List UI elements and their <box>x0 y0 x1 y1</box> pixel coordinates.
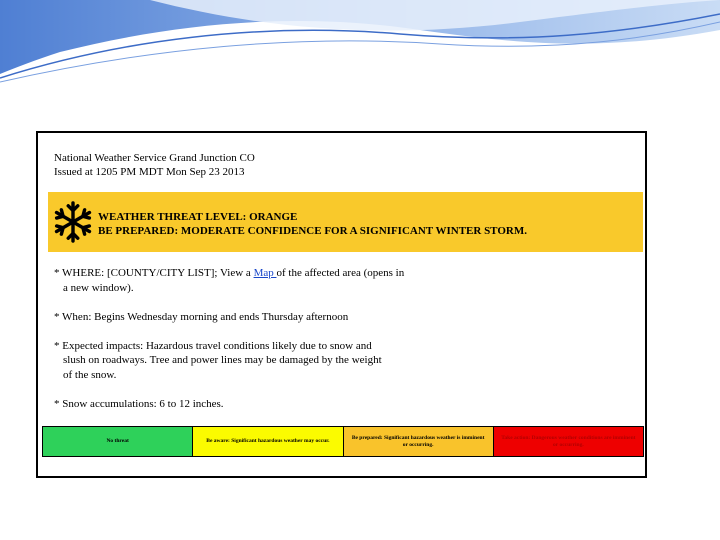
impacts-line-2: slush on roadways. Tree and power lines may be damaged by the weight <box>63 354 382 366</box>
threat-level-legend <box>42 426 644 457</box>
where-text: * WHERE: [COUNTY/CITY LIST]; View a <box>54 267 254 279</box>
impacts-line-1: * Expected impacts: Hazardous travel conditions likely due to snow and <box>54 339 372 352</box>
advisory-details <box>54 266 404 426</box>
advisory-document <box>36 131 647 478</box>
snowflake-icon <box>54 198 92 246</box>
legend-take-action: Take action: Dangerous weather conditions are imminent or occurring. <box>494 427 643 456</box>
legend-be-prepared: Be prepared: Significant hazardous weather is imminent or occurring. <box>344 427 494 456</box>
accumulation-paragraph: * Snow accumulations: 6 to 12 inches. <box>54 397 224 410</box>
legend-be-aware: Be aware: Significant hazardous weather may occur. <box>193 427 343 456</box>
impacts-line-3: of the snow. <box>63 368 117 381</box>
threat-level-message: BE PREPARED: MODERATE CONFIDENCE FOR A SIGNIFICANT WINTER STORM. <box>98 225 527 237</box>
threat-level-banner <box>48 192 643 252</box>
when-paragraph: * When: Begins Wednesday morning and ends Thursday afternoon <box>54 310 349 323</box>
where-text-line2: a new window). <box>63 281 134 294</box>
map-link[interactable]: Map <box>253 267 277 279</box>
threat-level-title: WEATHER THREAT LEVEL: ORANGE <box>98 211 298 223</box>
where-text-suffix: of the affected area (opens in <box>276 267 405 279</box>
legend-no-threat: No threat <box>43 427 193 456</box>
impacts-paragraph <box>54 339 404 383</box>
decorative-header-swoosh <box>0 0 720 90</box>
threat-level-text <box>98 210 527 238</box>
office-name: National Weather Service Grand Junction CO <box>54 152 255 164</box>
issue-time: Issued at 1205 PM MDT Mon Sep 23 2013 <box>54 166 245 178</box>
where-paragraph <box>54 266 404 295</box>
issuer-header <box>54 151 255 179</box>
